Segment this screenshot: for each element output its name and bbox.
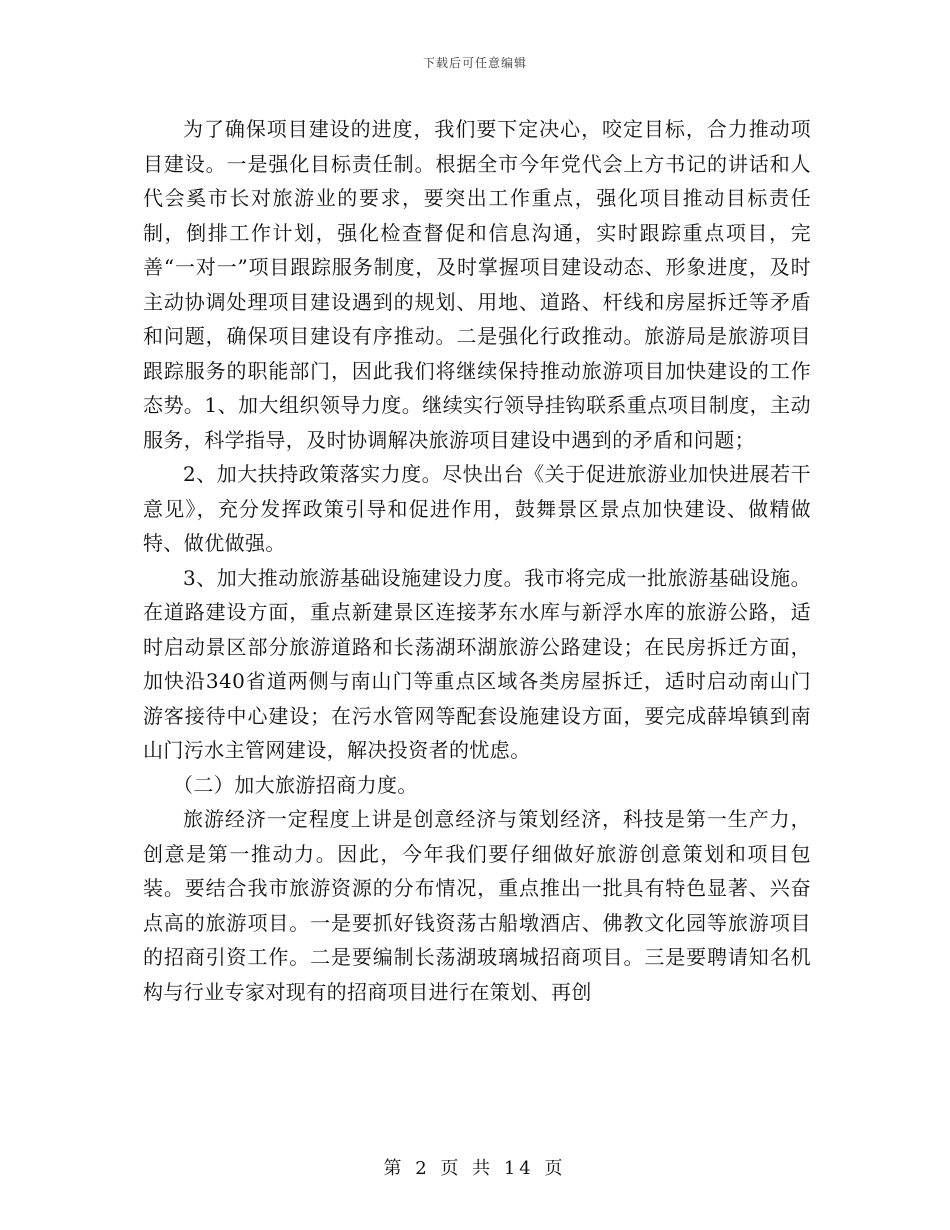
paragraph-policy-support: 2、加大扶持政策落实力度。尽快出台《关于促进旅游业加快进展若干意见》，充分发挥政策引导和促进作用，鼓舞景区景点加快建设、做精做特、做优做强。 xyxy=(143,462,811,555)
paragraph-tourism-economy: 旅游经济一定程度上讲是创意经济与策划经济，科技是第一生产力，创意是第一推动力。因此，今年我们要仔细做好旅游创意策划和项目包装。要结合我市旅游资源的分布情况，重点推出一批具有特色显著、兴奋点高的旅游项目。一是要抓好钱资荡古船墩酒店、佛教文化园等旅游项目的招商引资工作。二是要编制长荡湖玻璃城招商项目。三是要聘请知名机构与行业专家对现有的招商项目进行在策划、再创 xyxy=(143,807,811,1004)
paragraph-infrastructure: 3、加大推动旅游基础设施建设力度。我市将完成一批旅游基础设施。在道路建设方面，重点新建景区连接茅东水库与新浮水库的旅游公路，适时启动景区部分旅游道路和长荡湖环湖旅游公路建设；在民房拆迁方面，加快沿340省道两侧与南山门等重点区域各类房屋拆迁，适时启动南山门游客接待中心建设；在污水管网等配套设施建设方面，要完成薛埠镇到南山门污水主管网建设，解决投资者的忧虑。 xyxy=(143,565,811,762)
section-heading-investment: （二）加大旅游招商力度。 xyxy=(173,772,418,797)
page-header: 下载后可任意编辑 xyxy=(422,56,527,70)
page-number: 第 2 页 共 14 页 xyxy=(383,1158,567,1179)
paragraph-project-construction: 为了确保项目建设的进度，我们要下定决心，咬定目标，合力推动项目建设。一是强化目标责任制。根据全市今年党代会上方书记的讲话和人代会奚市长对旅游业的要求，要突出工作重点，强化项目推动目标责任制，倒排工作计划，强化检查督促和信息沟通，实时跟踪重点项目，完善“一对一”项目跟踪服务制度，及时掌握项目建设动态、形象进度，及时主动协调处理项目建设遇到的规划、用地、道路、杆线和房屋拆迁等矛盾和问题，确保项目建设有序推动。二是强化行政推动。旅游局是旅游项目跟踪服务的职能部门，因此我们将继续保持推动旅游项目加快建设的工作态势。1、加大组织领导力度。继续实行领导挂钩联系重点项目制度，主动服务，科学指导，及时协调解决旅游项目建设中遇到的矛盾和问题； xyxy=(143,117,811,452)
document-body xyxy=(143,112,811,1009)
